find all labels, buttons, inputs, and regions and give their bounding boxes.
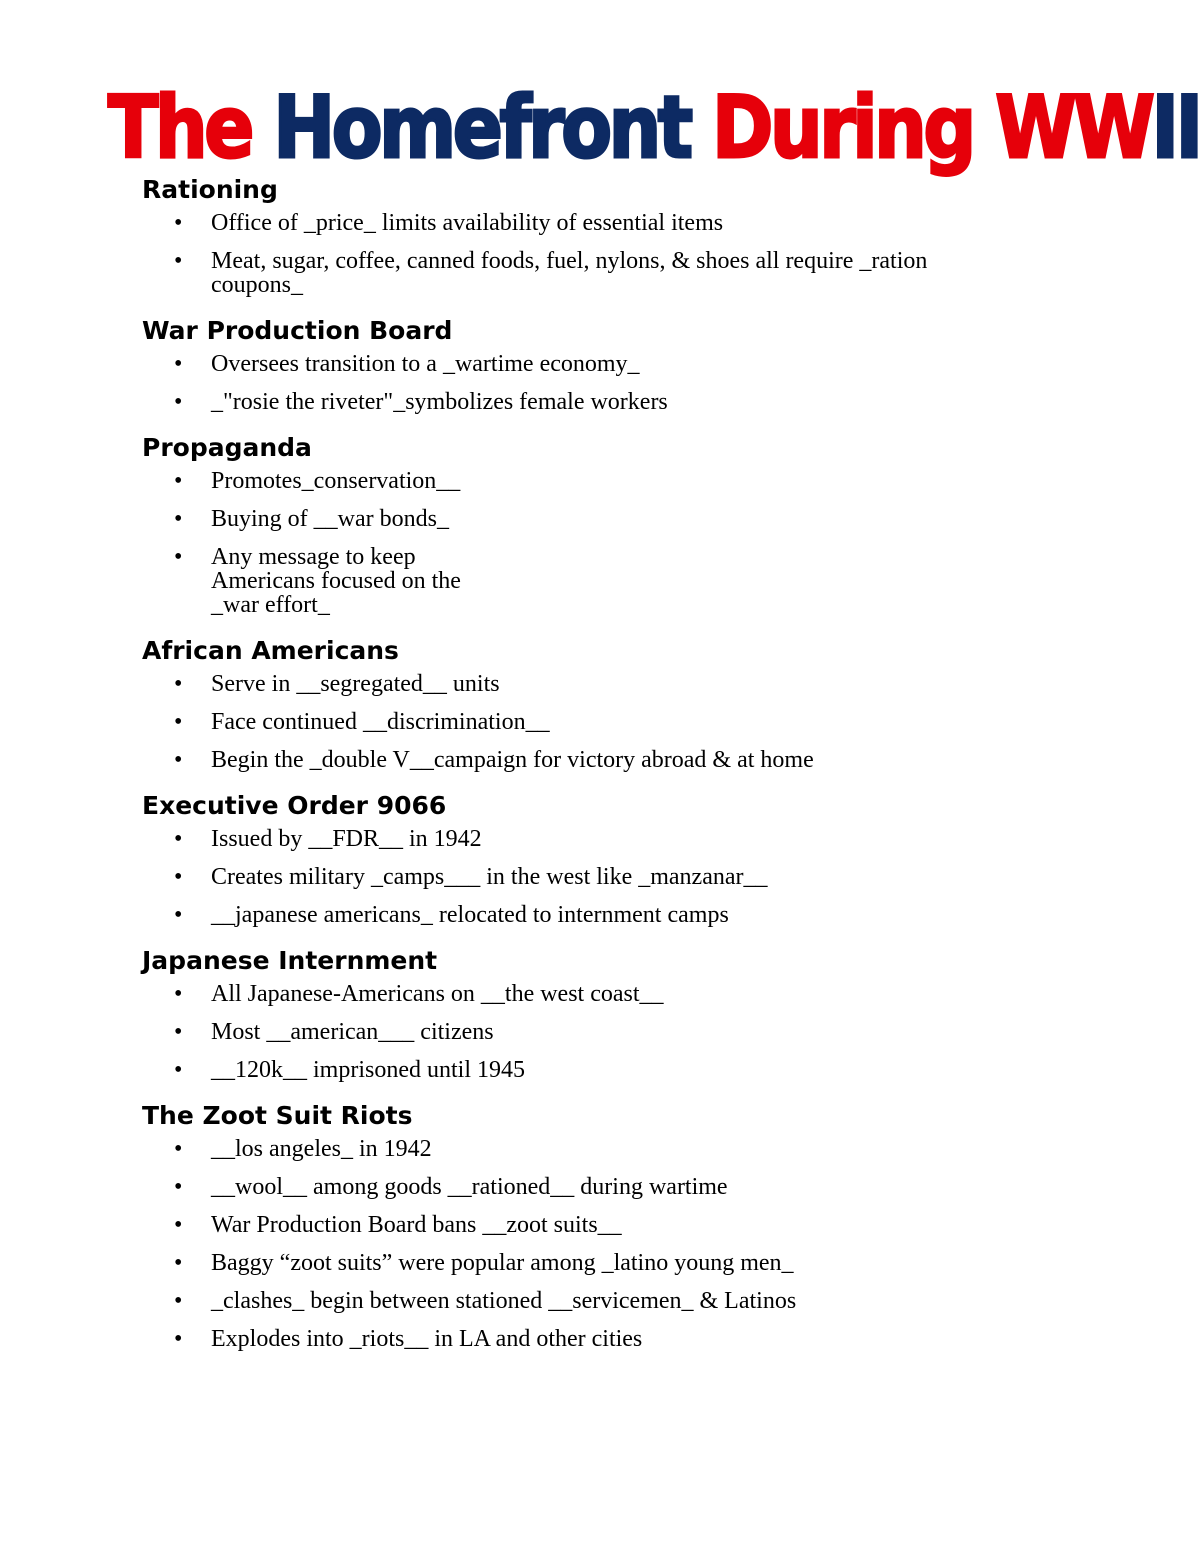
list-item-text: Buying of __war bonds_ [211,506,449,532]
list-item-text: Explodes into _riots__ in LA and other cities [211,1326,643,1352]
bullet-list [142,827,1102,927]
list-item-text: War Production Board bans __zoot suits__ [211,1212,622,1238]
list-item [142,352,1041,376]
list-item [142,1137,1041,1161]
list-item-text: All Japanese-Americans on __the west coast__ [211,981,664,1007]
bullet-icon: • [174,1136,183,1162]
list-item [142,710,1041,734]
bullet-icon: • [174,210,183,236]
bullet-icon: • [174,1326,183,1352]
list-item-text: Serve in __segregated__ units [211,671,500,697]
section-japanese-internment [142,941,1102,1082]
list-item-text: __los angeles_ in 1942 [211,1136,432,1162]
list-item [142,1213,1041,1237]
bullet-icon: • [174,671,183,697]
bullet-icon: • [174,1057,183,1083]
bullet-icon: • [174,902,183,928]
section-heading: African Americans [142,636,399,665]
bullet-icon: • [174,544,183,570]
list-item [142,390,1041,414]
bullet-icon: • [174,506,183,532]
list-item-text: Baggy “zoot suits” were popular among _latino young men_ [211,1250,794,1276]
bullet-icon: • [174,1288,183,1314]
document-title [108,78,1200,178]
list-item-text: Creates military _camps___ in the west like _manzanar__ [211,864,768,890]
bullet-icon: • [174,826,183,852]
title-word-during: During [712,78,973,178]
section-zoot-suit-riots [142,1096,1102,1351]
bullet-icon: • [174,351,183,377]
list-item [142,211,1041,235]
bullet-icon: • [174,864,183,890]
list-item-text: Begin the _double V__campaign for victory abroad & at home [211,747,814,773]
title-wwii-ii: II [1151,78,1200,178]
bullet-icon: • [174,468,183,494]
section-heading: Rationing [142,175,278,204]
title-word-wwii [995,78,1199,178]
list-item [142,1058,1041,1082]
title-word-homefront: Homefront [273,78,690,178]
bullet-list [142,211,1102,297]
bullet-icon: • [174,389,183,415]
list-item [142,865,1041,889]
list-item [142,903,1041,927]
section-propaganda [142,428,1102,617]
list-item-text: __japanese americans_ relocated to internment camps [211,902,729,928]
bullet-icon: • [174,981,183,1007]
list-item-text: Promotes_conservation__ [211,468,461,494]
list-item [142,1289,1041,1313]
title-wwii-ww: WW [995,78,1152,178]
section-heading: War Production Board [142,316,453,345]
title-word-the: The [108,78,251,178]
section-rationing [142,170,1102,297]
section-heading: The Zoot Suit Riots [142,1101,413,1130]
list-item [142,1175,1041,1199]
list-item [142,982,1041,1006]
list-item [142,672,1041,696]
list-item [142,748,1041,772]
document-body [142,170,1102,1365]
list-item-text: Any message to keep Americans focused on the _war effort_ [211,544,461,618]
bullet-icon: • [174,248,183,274]
section-heading: Executive Order 9066 [142,791,447,820]
bullet-icon: • [174,1019,183,1045]
list-item [142,1327,1041,1351]
list-item-text: __wool__ among goods __rationed__ during wartime [211,1174,728,1200]
list-item [142,469,1041,493]
bullet-icon: • [174,709,183,735]
list-item-text: Face continued __discrimination__ [211,709,550,735]
list-item-text: Issued by __FDR__ in 1942 [211,826,482,852]
bullet-list [142,672,1102,772]
bullet-icon: • [174,1212,183,1238]
bullet-list [142,982,1102,1082]
section-war-production-board [142,311,1102,414]
bullet-list [142,469,1102,617]
list-item-text: _clashes_ begin between stationed __servicemen_ & Latinos [211,1288,797,1314]
section-executive-order-9066 [142,786,1102,927]
bullet-list [142,352,1102,414]
list-item-text: __120k__ imprisoned until 1945 [211,1057,525,1083]
bullet-icon: • [174,1174,183,1200]
list-item-text: _"rosie the riveter"_symbolizes female workers [211,389,668,415]
list-item-text: Oversees transition to a _wartime economy_ [211,351,640,377]
section-heading: Propaganda [142,433,312,462]
list-item [142,249,971,297]
bullet-list [142,1137,1102,1351]
list-item-text: Office of _price_ limits availability of essential items [211,210,724,236]
list-item [142,545,501,617]
section-african-americans [142,631,1102,772]
list-item [142,1020,1041,1044]
list-item [142,827,1041,851]
list-item-text: Meat, sugar, coffee, canned foods, fuel, nylons, & shoes all require _ration coupons_ [211,248,928,298]
list-item [142,1251,1041,1275]
list-item [142,507,1041,531]
bullet-icon: • [174,1250,183,1276]
bullet-icon: • [174,747,183,773]
list-item-text: Most __american___ citizens [211,1019,494,1045]
section-heading: Japanese Internment [142,946,438,975]
